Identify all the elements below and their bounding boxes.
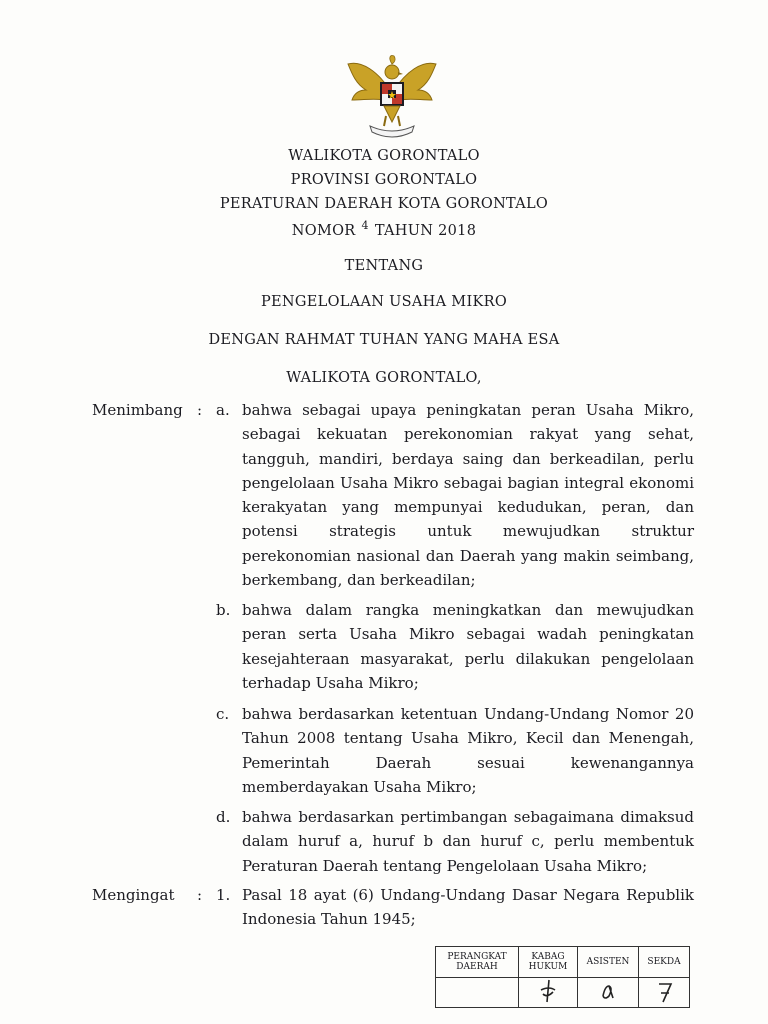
nomor-label: NOMOR <box>291 223 356 239</box>
menimbang-marker-b: b. <box>216 601 231 619</box>
tahun-label: TAHUN 2018 <box>374 223 477 239</box>
initials-cell-sekda <box>639 978 690 1008</box>
invocation-heading: DENGAN RAHMAT TUHAN YANG MAHA ESA <box>208 332 560 348</box>
initials-header-perangkat: PERANGKAT DAERAH <box>436 947 519 978</box>
signature-sekda-icon <box>649 978 679 1004</box>
menimbang-marker-c: c. <box>216 705 230 723</box>
menimbang-label: Menimbang <box>92 401 183 419</box>
garuda-emblem-icon <box>340 50 444 142</box>
initials-table <box>435 946 690 1008</box>
menimbang-item-a: bahwa sebagai upaya peningkatan peran Usaha Mikro, sebagai kekuatan perekonomian rakyat yang sehat, tangguh, mandiri, berdaya saing dan berkeadilan, perlu pengelolaan Usaha Mikro sebagai bagian integral ekonomi kerakyatan yang mempunyai kedudukan, peran, dan potensi strategis untuk mewujudkan struktur perekonomian nasional dan Daerah yang makin seimbang, berkembang, dan berkeadilan; <box>242 401 694 590</box>
menimbang-item-b: bahwa dalam rangka meningkatkan dan mewujudkan peran serta Usaha Mikro sebagai wadah peningkatan kesejahteraan masyarakat, perlu dilakukan pengelolaan terhadap Usaha Mikro; <box>242 601 694 692</box>
nomor-value: 4 <box>361 219 369 232</box>
issuer-heading: WALIKOTA GORONTALO <box>288 148 480 164</box>
initials-cell-perangkat <box>436 978 519 1008</box>
subject-heading: PENGELOLAAN USAHA MIKRO <box>260 294 508 310</box>
signature-asisten-icon <box>593 978 623 1004</box>
initials-cell-kabag <box>519 978 578 1008</box>
menimbang-item-d: bahwa berdasarkan pertimbangan sebagaimana dimaksud dalam huruf a, huruf b dan huruf c, perlu membentuk Peraturan Daerah tentang Pengelolaan Usaha Mikro; <box>242 808 694 875</box>
tentang-heading: TENTANG <box>344 258 424 274</box>
menimbang-colon: : <box>197 401 203 419</box>
initials-header-kabag: KABAG HUKUM <box>519 947 578 978</box>
mengingat-item-1: Pasal 18 ayat (6) Undang-Undang Dasar Negara Republik Indonesia Tahun 1945; <box>242 886 694 929</box>
menimbang-marker-d: d. <box>216 808 231 826</box>
initials-header-asisten: ASISTEN <box>578 947 639 978</box>
menimbang-item-c: bahwa berdasarkan ketentuan Undang-Undang Nomor 20 Tahun 2008 tentang Usaha Mikro, Kecil dan Menengah, Pemerintah Daerah sesuai kewenangannya memberdayakan Usaha Mikro; <box>242 705 694 796</box>
initials-header-sekda: SEKDA <box>639 947 690 978</box>
issuer-line: WALIKOTA GORONTALO, <box>286 370 482 386</box>
regulation-number-line <box>0 219 768 239</box>
menimbang-marker-a: a. <box>216 401 230 419</box>
mengingat-colon: : <box>197 886 203 904</box>
initials-cell-asisten <box>578 978 639 1008</box>
signature-kabag-icon <box>533 978 563 1004</box>
regulation-title: PERATURAN DAERAH KOTA GORONTALO <box>219 196 549 212</box>
mengingat-label: Mengingat <box>92 886 175 904</box>
mengingat-marker-1: 1. <box>216 886 231 904</box>
province-heading: PROVINSI GORONTALO <box>290 172 478 188</box>
